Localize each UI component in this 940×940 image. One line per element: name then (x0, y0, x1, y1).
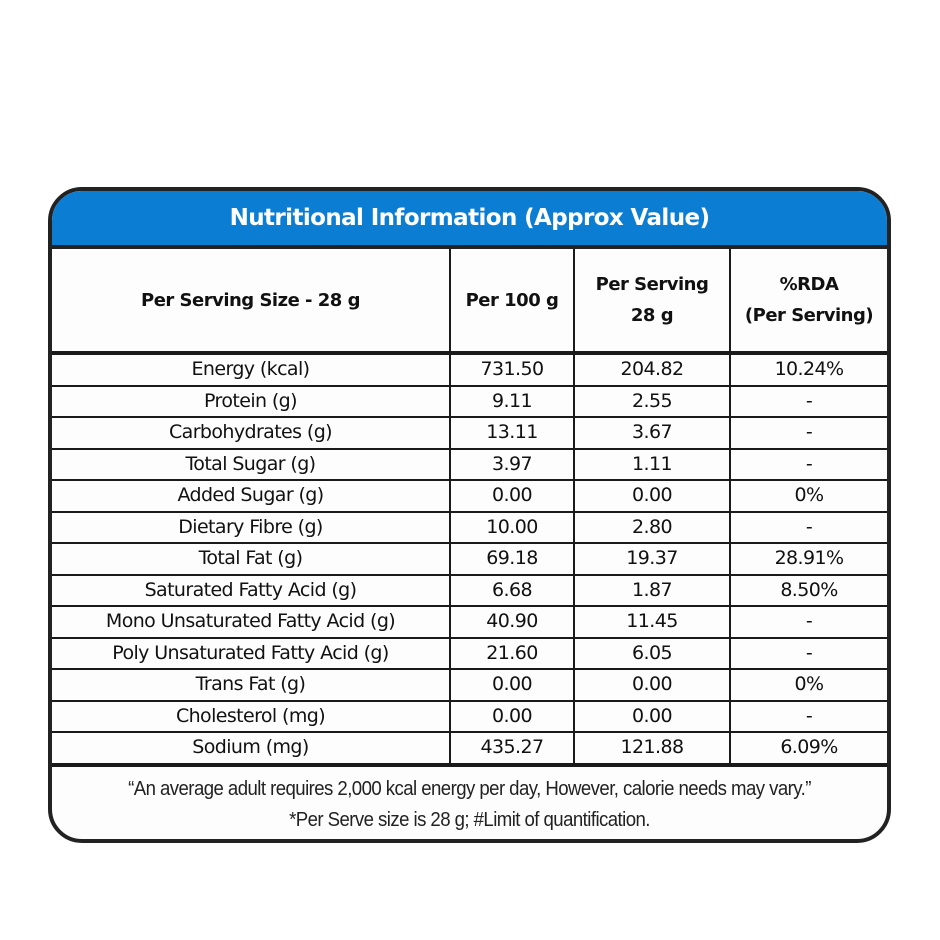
nutrient-cell: Energy (kcal) (52, 353, 450, 386)
rda-cell: - (730, 606, 887, 638)
header-per-serving: Per Serving 28 g (574, 249, 730, 353)
rda-cell: 8.50% (730, 575, 887, 607)
rda-cell: 10.24% (730, 353, 887, 386)
rda-cell: - (730, 701, 887, 733)
per-serving-cell: 0.00 (574, 701, 730, 733)
per-serving-cell: 0.00 (574, 480, 730, 512)
table-row (52, 732, 887, 765)
per-100g-cell: 435.27 (450, 732, 574, 765)
per-serving-cell: 1.11 (574, 449, 730, 481)
per-serving-cell: 0.00 (574, 669, 730, 701)
header-rda: %RDA (Per Serving) (730, 249, 887, 353)
nutrient-cell: Total Sugar (g) (52, 449, 450, 481)
per-100g-cell: 731.50 (450, 353, 574, 386)
per-100g-cell: 69.18 (450, 543, 574, 575)
rda-cell: - (730, 449, 887, 481)
table-row (52, 701, 887, 733)
table-row (52, 669, 887, 701)
per-100g-cell: 0.00 (450, 669, 574, 701)
per-100g-cell: 6.68 (450, 575, 574, 607)
per-serving-cell: 3.67 (574, 417, 730, 449)
footnote-line-2: *Per Serve size is 28 g; #Limit of quantification. (289, 808, 650, 831)
nutrient-cell: Dietary Fibre (g) (52, 512, 450, 544)
nutrient-cell: Added Sugar (g) (52, 480, 450, 512)
table-body (52, 353, 887, 765)
per-100g-cell: 21.60 (450, 638, 574, 670)
table-row (52, 512, 887, 544)
nutrition-table (52, 249, 887, 767)
per-100g-cell: 0.00 (450, 480, 574, 512)
per-100g-cell: 9.11 (450, 386, 574, 418)
table-row (52, 386, 887, 418)
nutrition-panel (48, 187, 891, 843)
header-serving-size: Per Serving Size - 28 g (52, 249, 450, 353)
rda-cell: 0% (730, 480, 887, 512)
nutrient-cell: Total Fat (g) (52, 543, 450, 575)
per-serving-cell: 1.87 (574, 575, 730, 607)
table-header-row (52, 249, 887, 353)
per-serving-cell: 6.05 (574, 638, 730, 670)
table-row (52, 638, 887, 670)
per-serving-cell: 19.37 (574, 543, 730, 575)
per-serving-cell: 2.55 (574, 386, 730, 418)
per-100g-cell: 0.00 (450, 701, 574, 733)
nutrient-cell: Poly Unsaturated Fatty Acid (g) (52, 638, 450, 670)
nutrient-cell: Sodium (mg) (52, 732, 450, 765)
per-serving-cell: 121.88 (574, 732, 730, 765)
per-100g-cell: 13.11 (450, 417, 574, 449)
table-row (52, 417, 887, 449)
per-serving-cell: 204.82 (574, 353, 730, 386)
nutrient-cell: Saturated Fatty Acid (g) (52, 575, 450, 607)
nutrient-cell: Trans Fat (g) (52, 669, 450, 701)
footnote (81, 767, 858, 836)
table-row (52, 606, 887, 638)
table-row (52, 353, 887, 386)
table-row (52, 449, 887, 481)
table-row (52, 543, 887, 575)
nutrient-cell: Cholesterol (mg) (52, 701, 450, 733)
per-serving-cell: 11.45 (574, 606, 730, 638)
rda-cell: - (730, 417, 887, 449)
nutrient-cell: Protein (g) (52, 386, 450, 418)
rda-cell: - (730, 638, 887, 670)
table-row (52, 575, 887, 607)
footnote-line-1: “An average adult requires 2,000 kcal energy per day, However, calorie needs may vary.” (128, 777, 811, 800)
rda-cell: 0% (730, 669, 887, 701)
rda-cell: - (730, 386, 887, 418)
panel-title: Nutritional Information (Approx Value) (52, 191, 887, 249)
nutrient-cell: Carbohydrates (g) (52, 417, 450, 449)
rda-cell: 6.09% (730, 732, 887, 765)
per-serving-cell: 2.80 (574, 512, 730, 544)
header-per-100g: Per 100 g (450, 249, 574, 353)
per-100g-cell: 40.90 (450, 606, 574, 638)
table-row (52, 480, 887, 512)
rda-cell: - (730, 512, 887, 544)
per-100g-cell: 10.00 (450, 512, 574, 544)
per-100g-cell: 3.97 (450, 449, 574, 481)
nutrient-cell: Mono Unsaturated Fatty Acid (g) (52, 606, 450, 638)
rda-cell: 28.91% (730, 543, 887, 575)
